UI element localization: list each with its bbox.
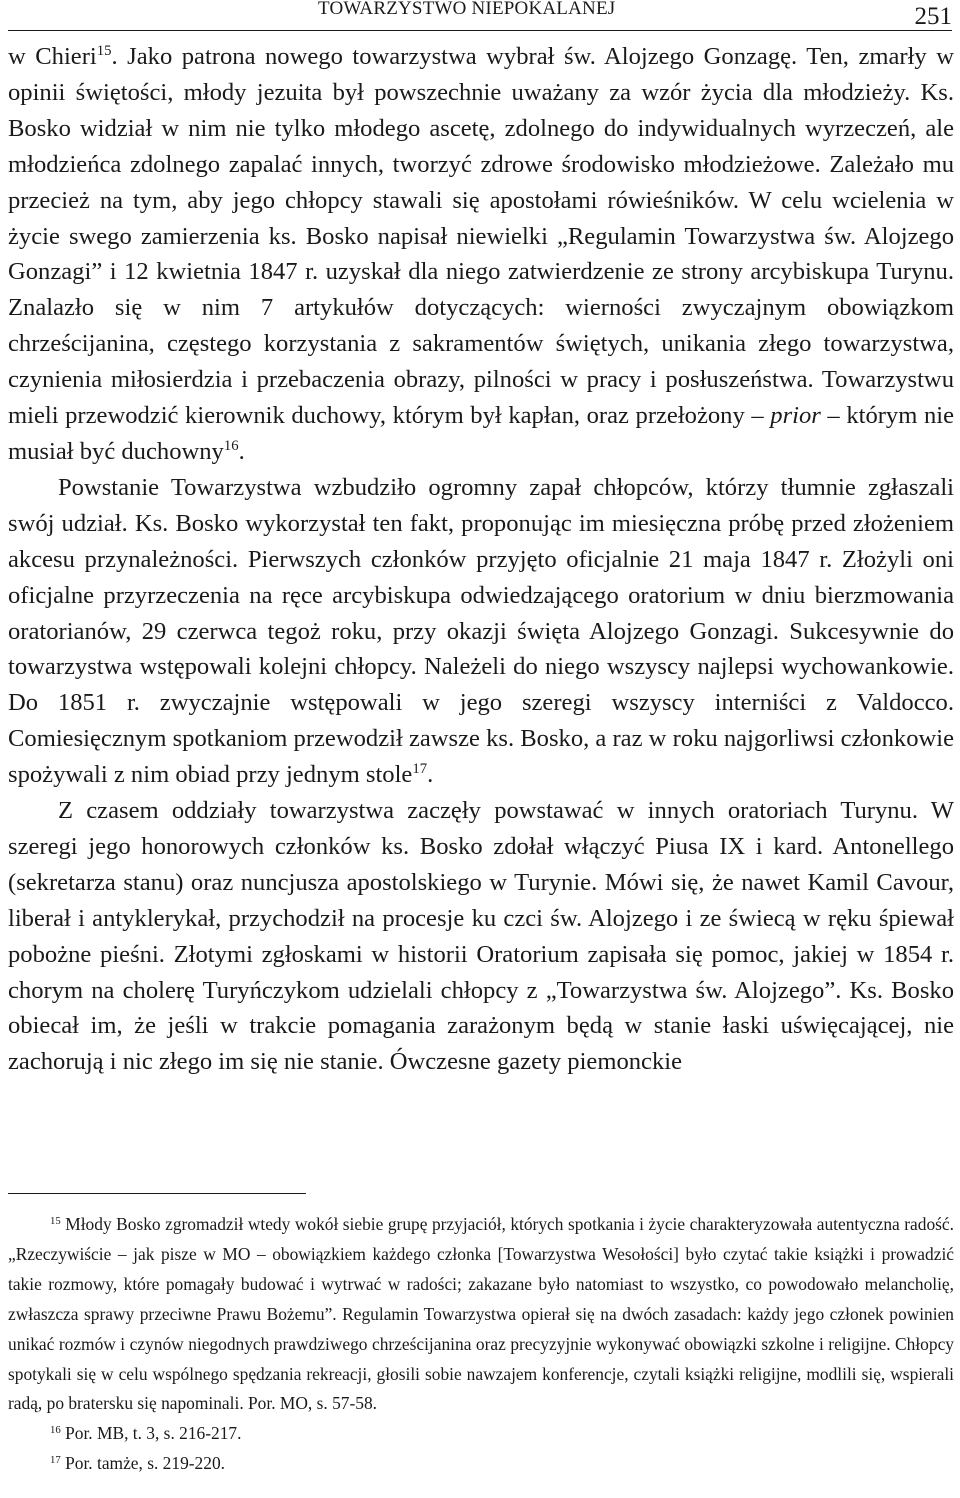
paragraph-text: Powstanie Towarzystwa wzbudziło ogromny zapał chłopców, którzy tłumnie zgłaszali swój udział. Ks. Bosko wykorzystał ten fakt, proponując im miesięczna próbę przed złożeniem akcesu przynależności. Pierwszych członków przyjęto oficjalnie 21 maja 1847 r. Złożyli oni oficjalne przyrzeczenia na ręce arcybiskupa odwiedzającego oratorium w dniu bierzmowania oratorianów, 29 czerwca tegoż roku, przy okazji święta Alojzego Gonzagi. Sukcesywnie do towarzystwa wstępowali kolejni chłopcy. Należeli do niego wszyscy najlepsi wychowankowie. Do 1851 r. zwyczajnie wstępowali w jego szeregi wszyscy interniści z Valdocco. Comiesięcznym spotkaniom przewodził zawsze ks. Bosko, a raz w roku najgorliwsi członkowie spożywali z nim obiad przy jednym stole xyxy=(8,473,954,789)
page-number: 251 xyxy=(914,3,952,30)
paragraph-1 xyxy=(8,39,954,470)
footnote-16 xyxy=(8,1419,954,1449)
paragraph-text: – którym nie musiał być duchowny xyxy=(8,402,954,465)
paragraph-text: w Chieri xyxy=(8,43,97,70)
header-rule xyxy=(8,30,952,31)
italic-term: prior xyxy=(770,402,821,430)
paragraph-text: . xyxy=(238,437,245,465)
footnote-ref-17: 17 xyxy=(412,760,428,777)
footnote-text: Młody Bosko zgromadził wtedy wokół siebie grupę przyjaciół, których spotkania i życie charakteryzowała autentyczna radość. „Rzeczywiście – jak pisze w MO – obowiązkiem każdego członka [Towarzystwa Wesołości] było czytać takie książki i prowadzić takie rozmowy, które pomagały budować i wytrwać w radości; zakazane było natomiast to wszystko, co powodowało melancholię, zwłaszcza sprawy przeciwne Prawu Bożemu”. Regulamin Towarzystwa opierał się na dwóch zasadach: każdy jego członek powinien unikać rozmów i czynów niegodnych prawdziwego chrześcijanina oraz precyzyjnie wykonywać obowiązki szkolne i religijne. Chłopcy spotykali się w celu wspólnego spędzania rekreacji, głosili sobie nawzajem konferencje, czytali książki religijne, modlili się, wspierali radą, po bratersku się napominali. Por. MO, s. 57-58. xyxy=(8,1214,954,1414)
footnote-text: Por. tamże, s. 219-220. xyxy=(60,1453,225,1474)
main-text xyxy=(8,39,954,1080)
paragraph-3 xyxy=(8,793,954,1080)
paragraph-text: . Jako patrona nowego towarzystwa wybrał św. Alojzego Gonzagę. Ten, zmarły w opinii świętości, młody jezuita był powszechnie uważany za wzór życia dla młodzieży. Ks. Bosko widział w nim nie tylko młodego ascetę, zdolnego do indywidualnych wyrzeczeń, ale młodzieńca zdolnego zapalać innych, tworzyć zdrowe środowisko młodzieżowe. Zależało mu przecież na tym, aby jego chłopcy stawali się apostołami rówieśników. W celu wcielenia w życie swego zamierzenia ks. Bosko napisał niewielki „Regulamin Towarzystwa św. Alojzego Gonzagi” i 12 kwietnia 1847 r. uzyskał dla niego zatwierdzenie ze strony arcybiskupa Turynu. Znalazło się w nim 7 artykułów dotyczących: wierności zwyczajnym obowiązkom chrześcijanina, częstego korzystania z sakramentów świętych, unikania złego towarzystwa, czynienia miłosierdzia i przebaczenia obrazy, pilności w pracy i posłuszeństwa. Towarzystwu mieli przewodzić kierownik duchowy, którym był kapłan, oraz przełożony – xyxy=(8,43,954,430)
paragraph-text: Z czasem oddziały towarzystwa zaczęły powstawać w innych oratoriach Turynu. W szeregi jego honorowych członków ks. Bosko zdołał włączyć Piusa IX i kard. Antonellego (sekretarza stanu) oraz nuncjusza apostolskiego w Turynie. Mówi się, że nawet Kamil Cavour, liberał i antyklerykał, przychodził na procesje ku czci św. Alojzego i ze świecą w ręku śpiewał pobożne pieśni. Złotymi zgłoskami w historii Oratorium zapisała się pomoc, jakiej w 1854 r. chorym na cholerę Turyńczykom udzielali chłopcy z „Towarzystwa św. Alojzego”. Ks. Bosko obiecał im, że jeśli w trakcie pomagania zarażonym będą w stanie łaski uświęcającej, nie zachorują i nic złego im się nie stanie. Ówczesne gazety piemonckie xyxy=(8,797,954,1076)
footnote-15 xyxy=(8,1210,954,1419)
footnote-ref-16: 16 xyxy=(223,437,239,454)
footnote-text: Por. MB, t. 3, s. 216-217. xyxy=(60,1423,242,1444)
running-title: TOWARZYSTWO NIEPOKALANEJ xyxy=(318,0,616,19)
footnote-separator xyxy=(8,1193,306,1194)
footnote-marker: 17 xyxy=(50,1454,61,1467)
paragraph-2 xyxy=(8,470,954,793)
footnote-marker: 15 xyxy=(50,1215,61,1228)
footnotes xyxy=(8,1210,954,1479)
footnote-ref-15: 15 xyxy=(96,42,112,59)
footnote-17 xyxy=(8,1449,954,1479)
page-header xyxy=(0,0,960,40)
paragraph-text: . xyxy=(427,761,434,789)
footnote-marker: 16 xyxy=(50,1424,61,1437)
